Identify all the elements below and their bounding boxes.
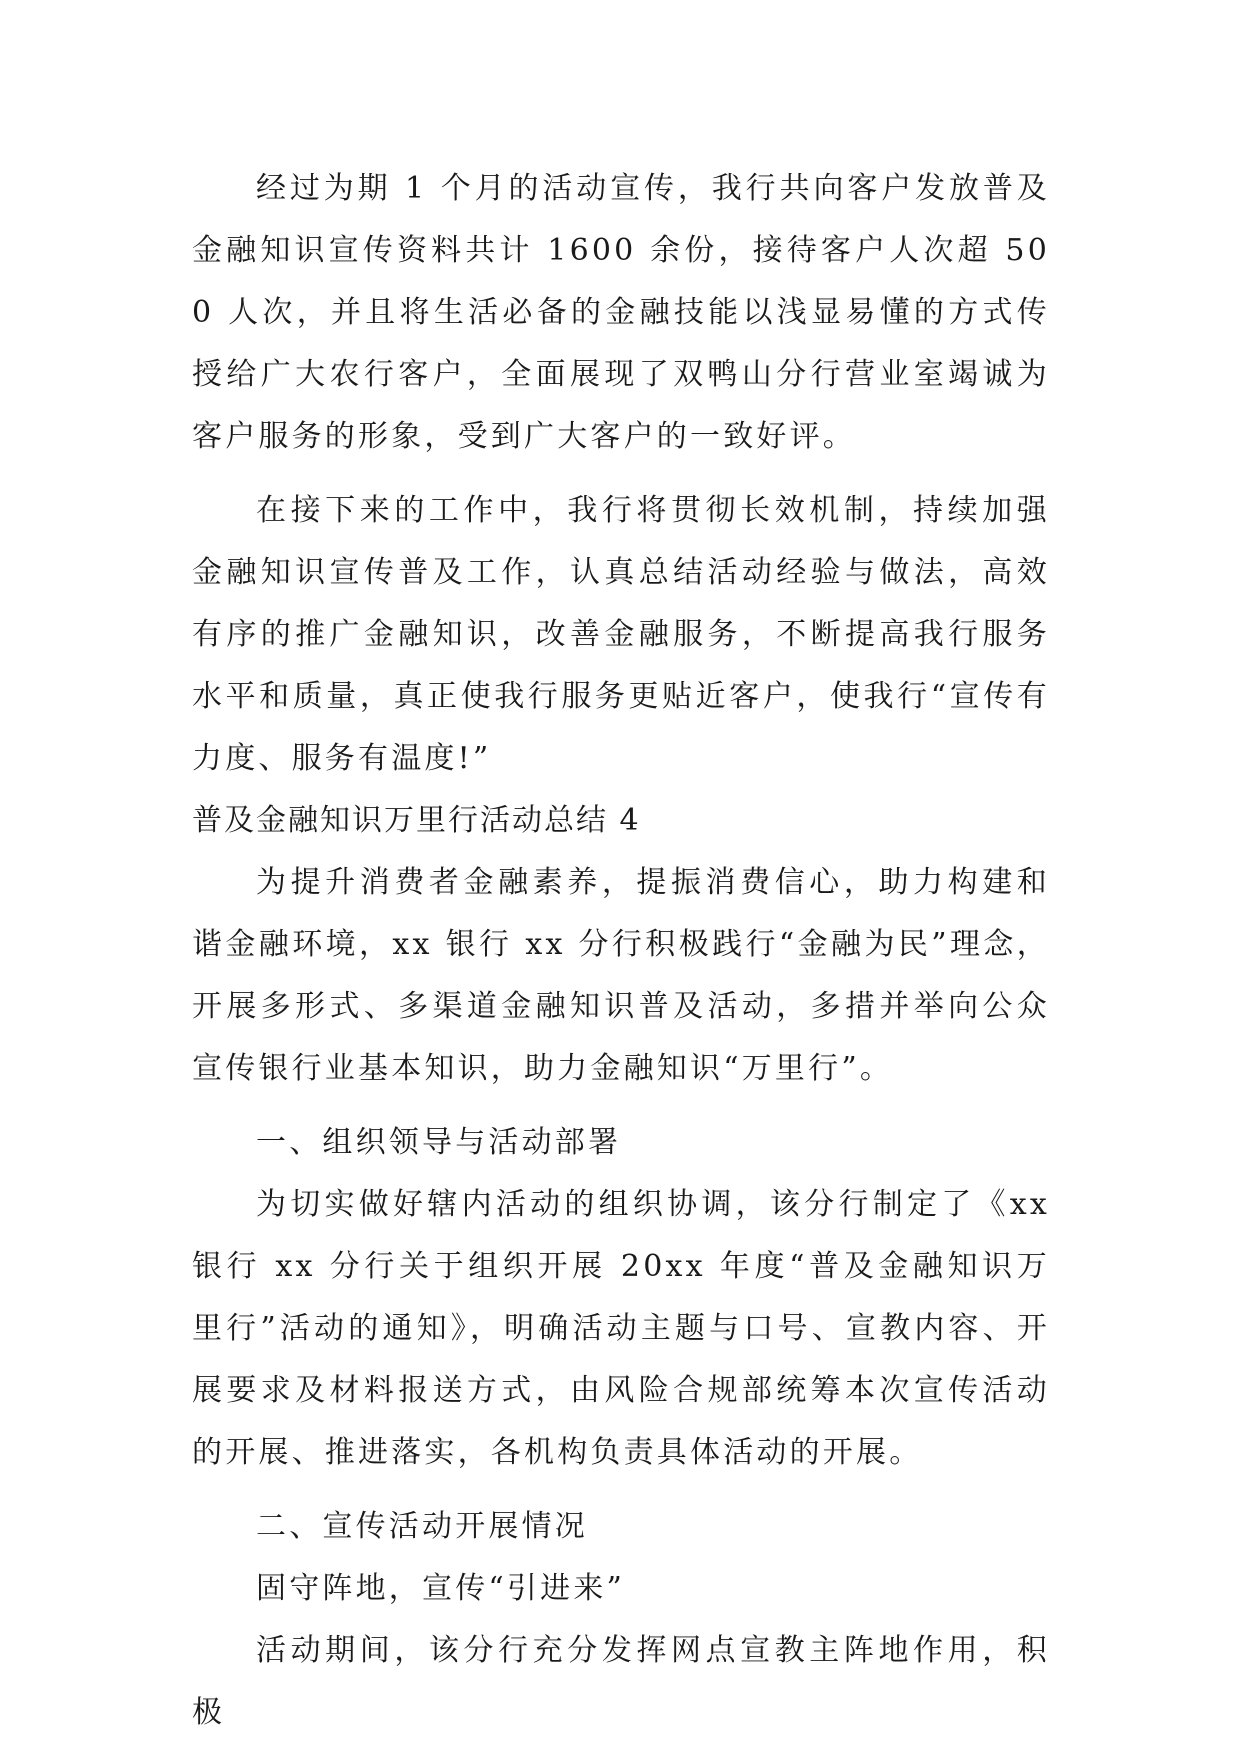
paragraph-next-steps: 在接下来的工作中，我行将贯彻长效机制，持续加强金融知识宣传普及工作，认真总结活动经验与做法，高效有序的推广金融知识，改善金融服务，不断提高我行服务水平和质量，真正使我行服务更贴近客户，使我行“宣传有力度、服务有温度!” xyxy=(192,493,1050,776)
heading-activities: 二、宣传活动开展情况 xyxy=(256,1509,588,1544)
section-title: 普及金融知识万里行活动总结 4 xyxy=(192,803,641,838)
heading-organization: 一、组织领导与活动部署 xyxy=(256,1125,622,1160)
paragraph-gap xyxy=(192,1100,1050,1112)
paragraph-gap xyxy=(192,1484,1050,1496)
paragraph-activity-period: 活动期间，该分行充分发挥网点宣教主阵地作用，积极 xyxy=(192,1633,1050,1730)
paragraph-gap xyxy=(192,468,1050,480)
document-content xyxy=(192,158,1050,1744)
subheading-bring-in: 固守阵地，宣传“引进来” xyxy=(256,1571,626,1606)
paragraph-activity-results: 经过为期 1 个月的活动宣传，我行共向客户发放普及金融知识宣传资料共计 1600 余份，接待客户人次超 500 人次，并且将生活必备的金融技能以浅显易懂的方式传授给广大农行客户，全面展现了双鸭山分行营业室竭诚为客户服务的形象，受到广大客户的一致好评。 xyxy=(192,171,1050,454)
paragraph-organization: 为切实做好辖内活动的组织协调，该分行制定了《xx 银行 xx 分行关于组织开展 20xx 年度“普及金融知识万里行”活动的通知》，明确活动主题与口号、宣教内容、开展要求及材料报送方式，由风险合规部统筹本次宣传活动的开展、推进落实，各机构负责具体活动的开展。 xyxy=(192,1187,1050,1470)
paragraph-introduction: 为提升消费者金融素养，提振消费信心，助力构建和谐金融环境，xx 银行 xx 分行积极践行“金融为民”理念，开展多形式、多渠道金融知识普及活动，多措并举向公众宣传银行业基本知识，助力金融知识“万里行”。 xyxy=(192,865,1050,1086)
